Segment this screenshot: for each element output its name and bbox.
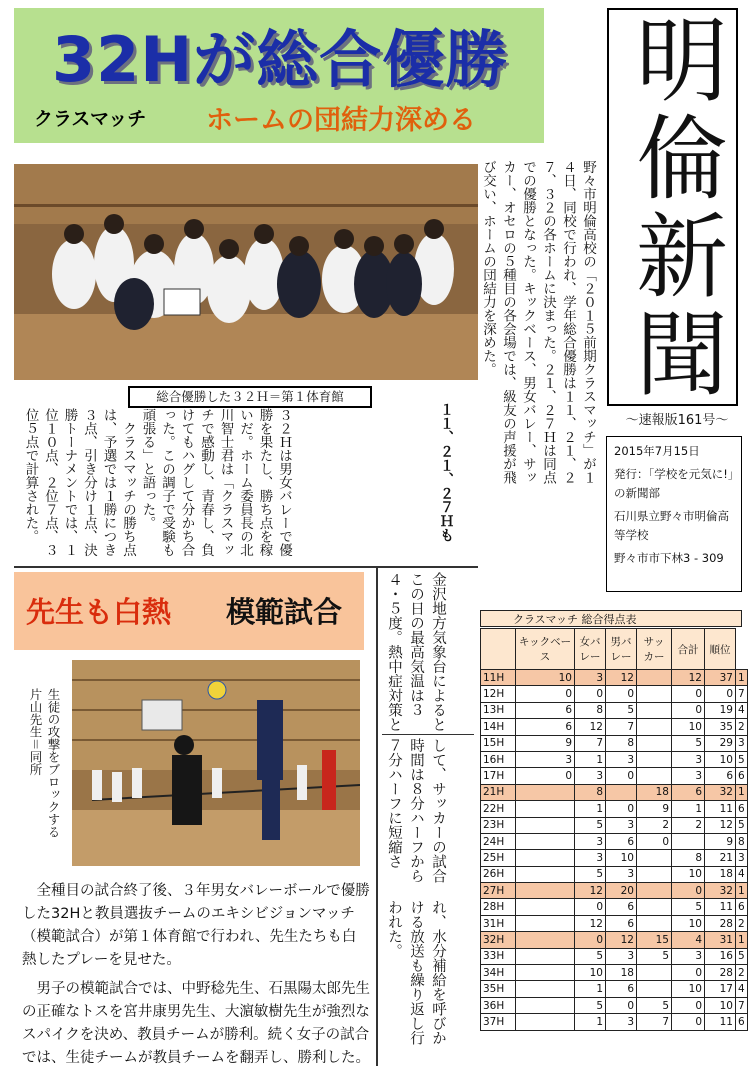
score-cell: 3: [606, 1014, 637, 1030]
class-cell: 24H: [481, 833, 516, 849]
class-cell: 13H: [481, 702, 516, 718]
table-row: [481, 801, 748, 817]
header-cell: 合計: [672, 629, 705, 670]
score-cell: 5: [637, 997, 672, 1013]
score-cell: 6: [516, 702, 575, 718]
table-row: [481, 965, 748, 981]
score-cell: 8: [736, 833, 748, 849]
score-cell: 5: [736, 751, 748, 767]
score-cell: 3: [516, 751, 575, 767]
score-cell: 7: [736, 997, 748, 1013]
score-cell: 0: [516, 768, 575, 784]
class-cell: 36H: [481, 997, 516, 1013]
score-cell: 1: [575, 751, 606, 767]
score-cell: 0: [672, 686, 705, 702]
score-cell: 10: [516, 670, 575, 686]
group-photo-caption: 総合優勝した３２Ｈ＝第１体育館: [128, 386, 372, 408]
class-cell: 21H: [481, 784, 516, 800]
table-row: [481, 1014, 748, 1030]
volleyball-photo-image: [72, 660, 360, 866]
score-table: [480, 628, 748, 1031]
score-cell: [516, 899, 575, 915]
score-cell: [516, 817, 575, 833]
class-cell: 35H: [481, 981, 516, 997]
score-cell: 18: [606, 965, 637, 981]
score-cell: 6: [736, 801, 748, 817]
class-cell: 11H: [481, 670, 516, 686]
score-cell: 6: [606, 915, 637, 931]
score-cell: [637, 670, 672, 686]
score-cell: 1: [736, 932, 748, 948]
score-cell: 6: [606, 981, 637, 997]
score-cell: 5: [736, 817, 748, 833]
score-cell: 5: [575, 948, 606, 964]
newspaper-title: 明倫新聞: [621, 12, 728, 404]
score-cell: 32: [705, 784, 736, 800]
score-cell: 18: [705, 866, 736, 882]
score-cell: 8: [606, 735, 637, 751]
score-cell: 37: [705, 670, 736, 686]
volleyball-photo-credit: 片山先生＝同所: [28, 688, 43, 776]
score-cell: 12: [575, 883, 606, 899]
table-row: [481, 932, 748, 948]
score-cell: [637, 686, 672, 702]
table-row: [481, 883, 748, 899]
score-cell: 6: [736, 1014, 748, 1030]
score-cell: [516, 883, 575, 899]
class-cell: 25H: [481, 850, 516, 866]
score-cell: 1: [575, 981, 606, 997]
score-cell: 5: [672, 735, 705, 751]
score-cell: 10: [672, 981, 705, 997]
lead-paragraph: 野々市明倫高校の「２０１５前期クラスマッチ」が１４日、同校で行われ、学年総合優勝は１１、２１、２７、３２の各ホームに決まった。２１、２７Ｈは同点での優勝となった。キックベース、男女バレー、サッカー、オセロの５種目の各会場では、級友の声援が飛び交い、ホームの団結力を深めた。: [480, 160, 596, 484]
score-cell: 5: [575, 866, 606, 882]
score-cell: 0: [672, 965, 705, 981]
publication-date: 2015年7月15日: [614, 444, 700, 458]
score-cell: 0: [516, 686, 575, 702]
score-cell: 0: [606, 801, 637, 817]
score-cell: 17: [705, 981, 736, 997]
score-cell: [637, 751, 672, 767]
score-table-header: [481, 629, 748, 670]
score-cell: 9: [705, 833, 736, 849]
table-row: [481, 735, 748, 751]
score-cell: 1: [575, 1014, 606, 1030]
school-address: 石川県立野々市明倫高等学校: [614, 509, 729, 542]
score-cell: 3: [575, 670, 606, 686]
class-cell: 31H: [481, 915, 516, 931]
score-cell: 5: [575, 997, 606, 1013]
class-cell: 17H: [481, 768, 516, 784]
score-cell: 15: [637, 932, 672, 948]
score-cell: 32: [705, 883, 736, 899]
score-cell: 2: [736, 915, 748, 931]
score-cell: 6: [736, 899, 748, 915]
group-photo-image: [14, 164, 478, 380]
volleyball-photo-caption: 生徒の攻撃をブロックする: [46, 688, 61, 838]
score-cell: [637, 735, 672, 751]
score-cell: 1: [736, 883, 748, 899]
class-cell: 16H: [481, 751, 516, 767]
score-cell: 10: [705, 751, 736, 767]
score-cell: 4: [736, 702, 748, 718]
score-cell: [516, 833, 575, 849]
score-cell: 12: [575, 719, 606, 735]
table-row: [481, 719, 748, 735]
table-row: [481, 768, 748, 784]
score-cell: 2: [736, 719, 748, 735]
score-cell: 0: [637, 833, 672, 849]
score-cell: 12: [606, 932, 637, 948]
score-cell: 10: [672, 719, 705, 735]
heat-divider: [382, 734, 474, 735]
score-cell: 11: [705, 1014, 736, 1030]
score-cell: [516, 850, 575, 866]
table-row: [481, 784, 748, 800]
score-cell: 0: [575, 932, 606, 948]
table-row: [481, 899, 748, 915]
score-cell: 0: [672, 883, 705, 899]
score-cell: [606, 784, 637, 800]
volleyball-photo: [72, 660, 360, 866]
score-cell: 0: [606, 997, 637, 1013]
score-cell: [672, 833, 705, 849]
heat-article-part2: して、サッカーの試合時間は８分ハーフから７分ハーフに短縮さ: [386, 738, 446, 883]
section2-paragraph: 男子の模範試合では、中野稔先生、石黒陽太郎先生の正確なトスを宮井康男先生、大濵敏樹先生が強烈なスパイクを決め、教員チームが勝利。続く女子の試合では、生徒チームが教員チームを翻弄し、勝利した。: [22, 981, 370, 1066]
score-cell: 1: [736, 784, 748, 800]
score-cell: 1: [575, 801, 606, 817]
column-divider: [376, 566, 378, 1066]
score-cell: 6: [606, 833, 637, 849]
score-cell: 4: [736, 981, 748, 997]
class-cell: 32H: [481, 932, 516, 948]
article-body: ３２Ｈは男女バレーで優勝を果たし、勝ち点を稼いだ。ホーム委員長の北川智士君は「クラスマッチで感動し、青春し、負けてもハグして分かち合った。この調子で受験も頑張る」と語った。 クラスマッチの勝ち点は、予選では１勝につき３点、引き分け１点、決勝トーナメントでは、１位１０点、２位７点、３位５点で計算された。: [22, 408, 292, 557]
score-cell: 0: [575, 899, 606, 915]
score-cell: 12: [606, 670, 637, 686]
score-cell: 8: [575, 784, 606, 800]
score-cell: 9: [637, 801, 672, 817]
score-cell: 8: [575, 702, 606, 718]
score-cell: 1: [736, 670, 748, 686]
score-cell: [637, 965, 672, 981]
score-cell: 28: [705, 965, 736, 981]
group-photo: [14, 164, 478, 380]
class-cell: 23H: [481, 817, 516, 833]
class-cell: 22H: [481, 801, 516, 817]
table-row: [481, 686, 748, 702]
score-cell: 4: [736, 866, 748, 882]
score-cell: 3: [672, 948, 705, 964]
score-cell: 10: [672, 866, 705, 882]
table-row: [481, 997, 748, 1013]
score-cell: 2: [637, 817, 672, 833]
score-cell: 6: [705, 768, 736, 784]
score-cell: [637, 719, 672, 735]
score-cell: 3: [606, 866, 637, 882]
score-cell: [516, 784, 575, 800]
score-cell: 12: [575, 915, 606, 931]
score-cell: 10: [575, 965, 606, 981]
score-cell: 1: [672, 801, 705, 817]
score-cell: 0: [672, 702, 705, 718]
score-cell: 3: [672, 768, 705, 784]
score-cell: [516, 932, 575, 948]
score-cell: 11: [705, 899, 736, 915]
score-cell: 7: [575, 735, 606, 751]
class-cell: 12H: [481, 686, 516, 702]
section2-title: 模範試合: [226, 595, 343, 629]
score-cell: 0: [606, 768, 637, 784]
score-cell: 12: [705, 817, 736, 833]
score-cell: [516, 965, 575, 981]
table-row: [481, 850, 748, 866]
header-cell: キックベース: [516, 629, 575, 670]
score-cell: [516, 801, 575, 817]
score-cell: [637, 899, 672, 915]
score-cell: 7: [637, 1014, 672, 1030]
score-cell: 3: [606, 751, 637, 767]
score-cell: [637, 866, 672, 882]
score-cell: 5: [736, 948, 748, 964]
score-cell: [637, 883, 672, 899]
score-cell: 5: [606, 702, 637, 718]
score-table-title: クラスマッチ 総合得点表: [480, 610, 742, 627]
table-row: [481, 981, 748, 997]
header-cell: [481, 629, 516, 670]
score-cell: 10: [672, 915, 705, 931]
score-cell: 4: [672, 932, 705, 948]
section2-article: [22, 880, 370, 1076]
table-row: [481, 670, 748, 686]
score-cell: [516, 981, 575, 997]
score-cell: 0: [606, 686, 637, 702]
score-cell: [637, 981, 672, 997]
score-cell: 18: [637, 784, 672, 800]
score-cell: 3: [672, 751, 705, 767]
score-cell: 0: [575, 686, 606, 702]
score-cell: [516, 866, 575, 882]
section-divider: [14, 566, 478, 568]
headline-kicker: クラスマッチ: [34, 108, 147, 130]
score-cell: 5: [672, 899, 705, 915]
score-cell: 20: [606, 883, 637, 899]
score-cell: 11: [705, 801, 736, 817]
score-cell: 7: [736, 686, 748, 702]
class-cell: 28H: [481, 899, 516, 915]
score-cell: 3: [575, 850, 606, 866]
score-cell: [516, 948, 575, 964]
table-row: [481, 817, 748, 833]
table-row: [481, 866, 748, 882]
score-cell: 6: [736, 768, 748, 784]
score-cell: 29: [705, 735, 736, 751]
class-cell: 34H: [481, 965, 516, 981]
score-cell: 6: [516, 719, 575, 735]
header-cell: 男バレー: [606, 629, 637, 670]
header-cell: 順位: [705, 629, 736, 670]
score-cell: 10: [705, 997, 736, 1013]
score-cell: 0: [705, 686, 736, 702]
score-cell: 3: [575, 833, 606, 849]
score-cell: 8: [672, 850, 705, 866]
score-cell: [637, 915, 672, 931]
score-cell: 10: [606, 850, 637, 866]
table-row: [481, 833, 748, 849]
table-row: [481, 915, 748, 931]
score-cell: 21: [705, 850, 736, 866]
class-cell: 37H: [481, 1014, 516, 1030]
score-cell: [516, 915, 575, 931]
section2-title-red: 先生も白熱: [26, 595, 172, 629]
score-cell: 35: [705, 719, 736, 735]
publication-info-box: [606, 436, 742, 592]
score-cell: 28: [705, 915, 736, 931]
class-cell: 14H: [481, 719, 516, 735]
score-cell: 31: [705, 932, 736, 948]
score-cell: 19: [705, 702, 736, 718]
score-cell: 3: [575, 768, 606, 784]
score-cell: 2: [672, 817, 705, 833]
score-cell: 16: [705, 948, 736, 964]
score-cell: [637, 850, 672, 866]
score-cell: 0: [672, 997, 705, 1013]
score-cell: 2: [736, 965, 748, 981]
class-cell: 27H: [481, 883, 516, 899]
score-cell: 6: [672, 784, 705, 800]
score-cell: 9: [516, 735, 575, 751]
score-cell: 5: [637, 948, 672, 964]
score-cell: [637, 702, 672, 718]
heat-article-part3: れ、水分補給を呼びかける放送も繰り返し行われた。: [386, 900, 446, 1045]
score-cell: 7: [606, 719, 637, 735]
header-cell: 女バレー: [575, 629, 606, 670]
score-cell: 12: [672, 670, 705, 686]
edition-label: ～速報版161号～: [625, 413, 729, 428]
section2-paragraph: 全種目の試合終了後、３年男女バレーボールで優勝した32Hと教員選抜チームのエキシビジョンマッチ（模範試合）が第１体育館で行われ、先生たちも白熱したプレーを見せた。: [22, 883, 370, 968]
class-cell: 26H: [481, 866, 516, 882]
heat-article-part1: 金沢地方気象台によるとこの日の最高気温は３４・５度。熱中症対策と: [386, 572, 446, 732]
headline-title: 32Hが総合優勝: [52, 23, 509, 96]
score-cell: 3: [606, 817, 637, 833]
headline-subtitle: ホームの団結力深める: [206, 105, 476, 136]
class-cell: 15H: [481, 735, 516, 751]
class-cell: 33H: [481, 948, 516, 964]
score-cell: 3: [606, 948, 637, 964]
winners-heading: １１、２１、２７Ｈも: [438, 402, 454, 542]
publisher-label: 発行：「学校を元気に!」の新聞部: [614, 467, 734, 500]
score-cell: [516, 1014, 575, 1030]
street-address: 野々市市下林3 ‐ 309: [614, 551, 724, 565]
table-row: [481, 948, 748, 964]
score-cell: 5: [575, 817, 606, 833]
score-cell: 6: [606, 899, 637, 915]
header-cell: サッカー: [637, 629, 672, 670]
table-row: [481, 751, 748, 767]
score-cell: [637, 768, 672, 784]
score-cell: [516, 997, 575, 1013]
score-cell: 3: [736, 735, 748, 751]
table-row: [481, 702, 748, 718]
score-cell: 3: [736, 850, 748, 866]
score-cell: 0: [672, 1014, 705, 1030]
